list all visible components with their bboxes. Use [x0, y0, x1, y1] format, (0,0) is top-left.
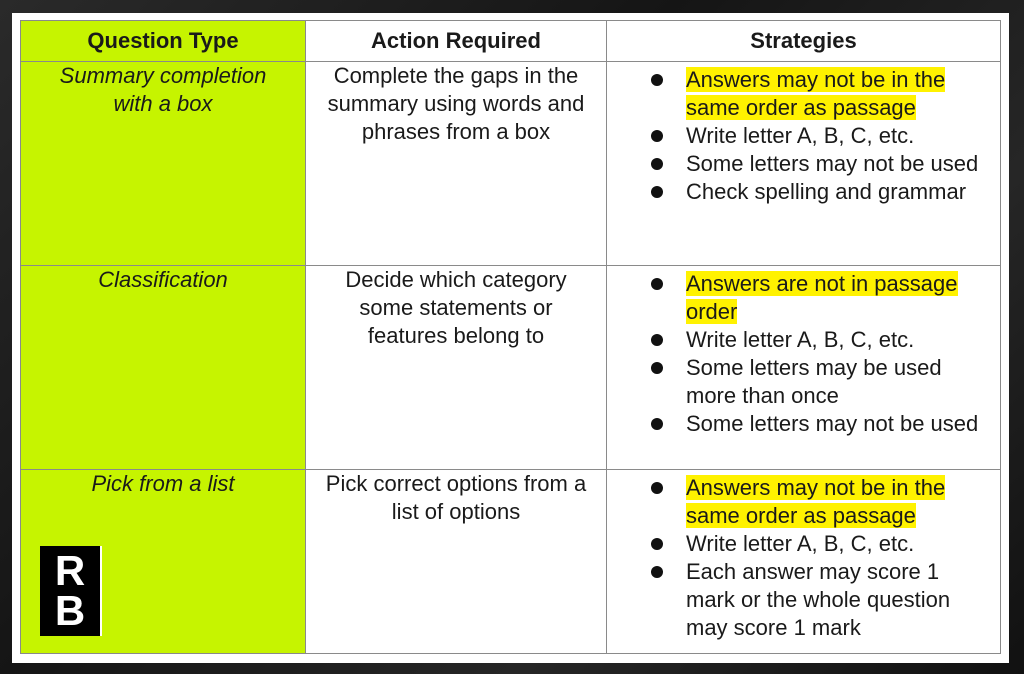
strategy-text: Write letter A, B, C, etc.	[686, 327, 915, 352]
header-action-required: Action Required	[306, 21, 607, 62]
action-line: some statements or	[359, 295, 553, 320]
strategy-text: Write letter A, B, C, etc.	[686, 123, 915, 148]
header-question-type: Question Type	[21, 21, 306, 62]
table-row	[21, 470, 1001, 654]
strategy-item	[607, 326, 992, 354]
strategy-text: Write letter A, B, C, etc.	[686, 531, 915, 556]
strategies-cell	[607, 62, 1001, 266]
strategy-text: Some letters may not be used	[686, 411, 979, 436]
bullet-icon	[651, 130, 663, 142]
strategy-text-highlighted: Answers may not be in the same order as passage	[686, 67, 946, 120]
action-line: features belong to	[367, 323, 545, 348]
bullet-icon	[651, 418, 663, 430]
question-type-line: with a box	[113, 91, 213, 116]
bullet-icon	[651, 566, 663, 578]
question-types-table	[20, 20, 1001, 654]
strategy-item	[607, 122, 992, 150]
strategy-text-highlighted: Answers may not be in the same order as passage	[686, 475, 946, 528]
strategy-item	[607, 558, 992, 642]
strategy-text: Some letters may be used more than once	[686, 355, 942, 408]
question-type-cell	[21, 62, 306, 266]
header-strategies: Strategies	[607, 21, 1001, 62]
bullet-icon	[651, 482, 663, 494]
question-type-line: Classification	[98, 267, 228, 292]
strategies-cell	[607, 266, 1001, 470]
question-type-line: Pick from a list	[91, 471, 235, 496]
strategy-item	[607, 178, 992, 206]
action-line: Decide which category	[345, 267, 567, 292]
bullet-icon	[651, 158, 663, 170]
strategy-text-highlighted: Answers are not in passage order	[686, 271, 958, 324]
action-line: Complete the gaps in the	[333, 63, 579, 88]
action-cell	[306, 62, 607, 266]
logo-letter: B	[54, 587, 86, 634]
action-line: Pick correct options from a	[325, 471, 587, 496]
bullet-icon	[651, 362, 663, 374]
table-row	[21, 266, 1001, 470]
strategy-item	[607, 270, 992, 326]
action-cell	[306, 266, 607, 470]
strategy-list	[607, 266, 1000, 438]
strategy-item	[607, 66, 992, 122]
strategy-text: Check spelling and grammar	[686, 179, 967, 204]
table-row	[21, 62, 1001, 266]
question-type-line: Summary completion	[59, 63, 267, 88]
strategies-cell	[607, 470, 1001, 654]
strategy-text: Some letters may not be used	[686, 151, 979, 176]
action-line: list of options	[391, 499, 521, 524]
strategy-list	[607, 62, 1000, 206]
strategy-item	[607, 530, 992, 558]
strategy-text: Each answer may score 1 mark or the whole question may score 1 mark	[686, 559, 951, 640]
bullet-icon	[651, 334, 663, 346]
strategy-item	[607, 354, 992, 410]
strategy-list	[607, 470, 1000, 642]
strategy-item	[607, 474, 992, 530]
action-cell	[306, 470, 607, 654]
strategy-item	[607, 410, 992, 438]
logo-letter: R	[54, 547, 86, 594]
bullet-icon	[651, 278, 663, 290]
action-line: phrases from a box	[361, 119, 551, 144]
bullet-icon	[651, 538, 663, 550]
rb-logo	[40, 546, 102, 636]
strategy-item	[607, 150, 992, 178]
action-line: summary using words and	[327, 91, 585, 116]
header-row	[21, 21, 1001, 62]
bullet-icon	[651, 74, 663, 86]
bullet-icon	[651, 186, 663, 198]
question-type-cell	[21, 266, 306, 470]
